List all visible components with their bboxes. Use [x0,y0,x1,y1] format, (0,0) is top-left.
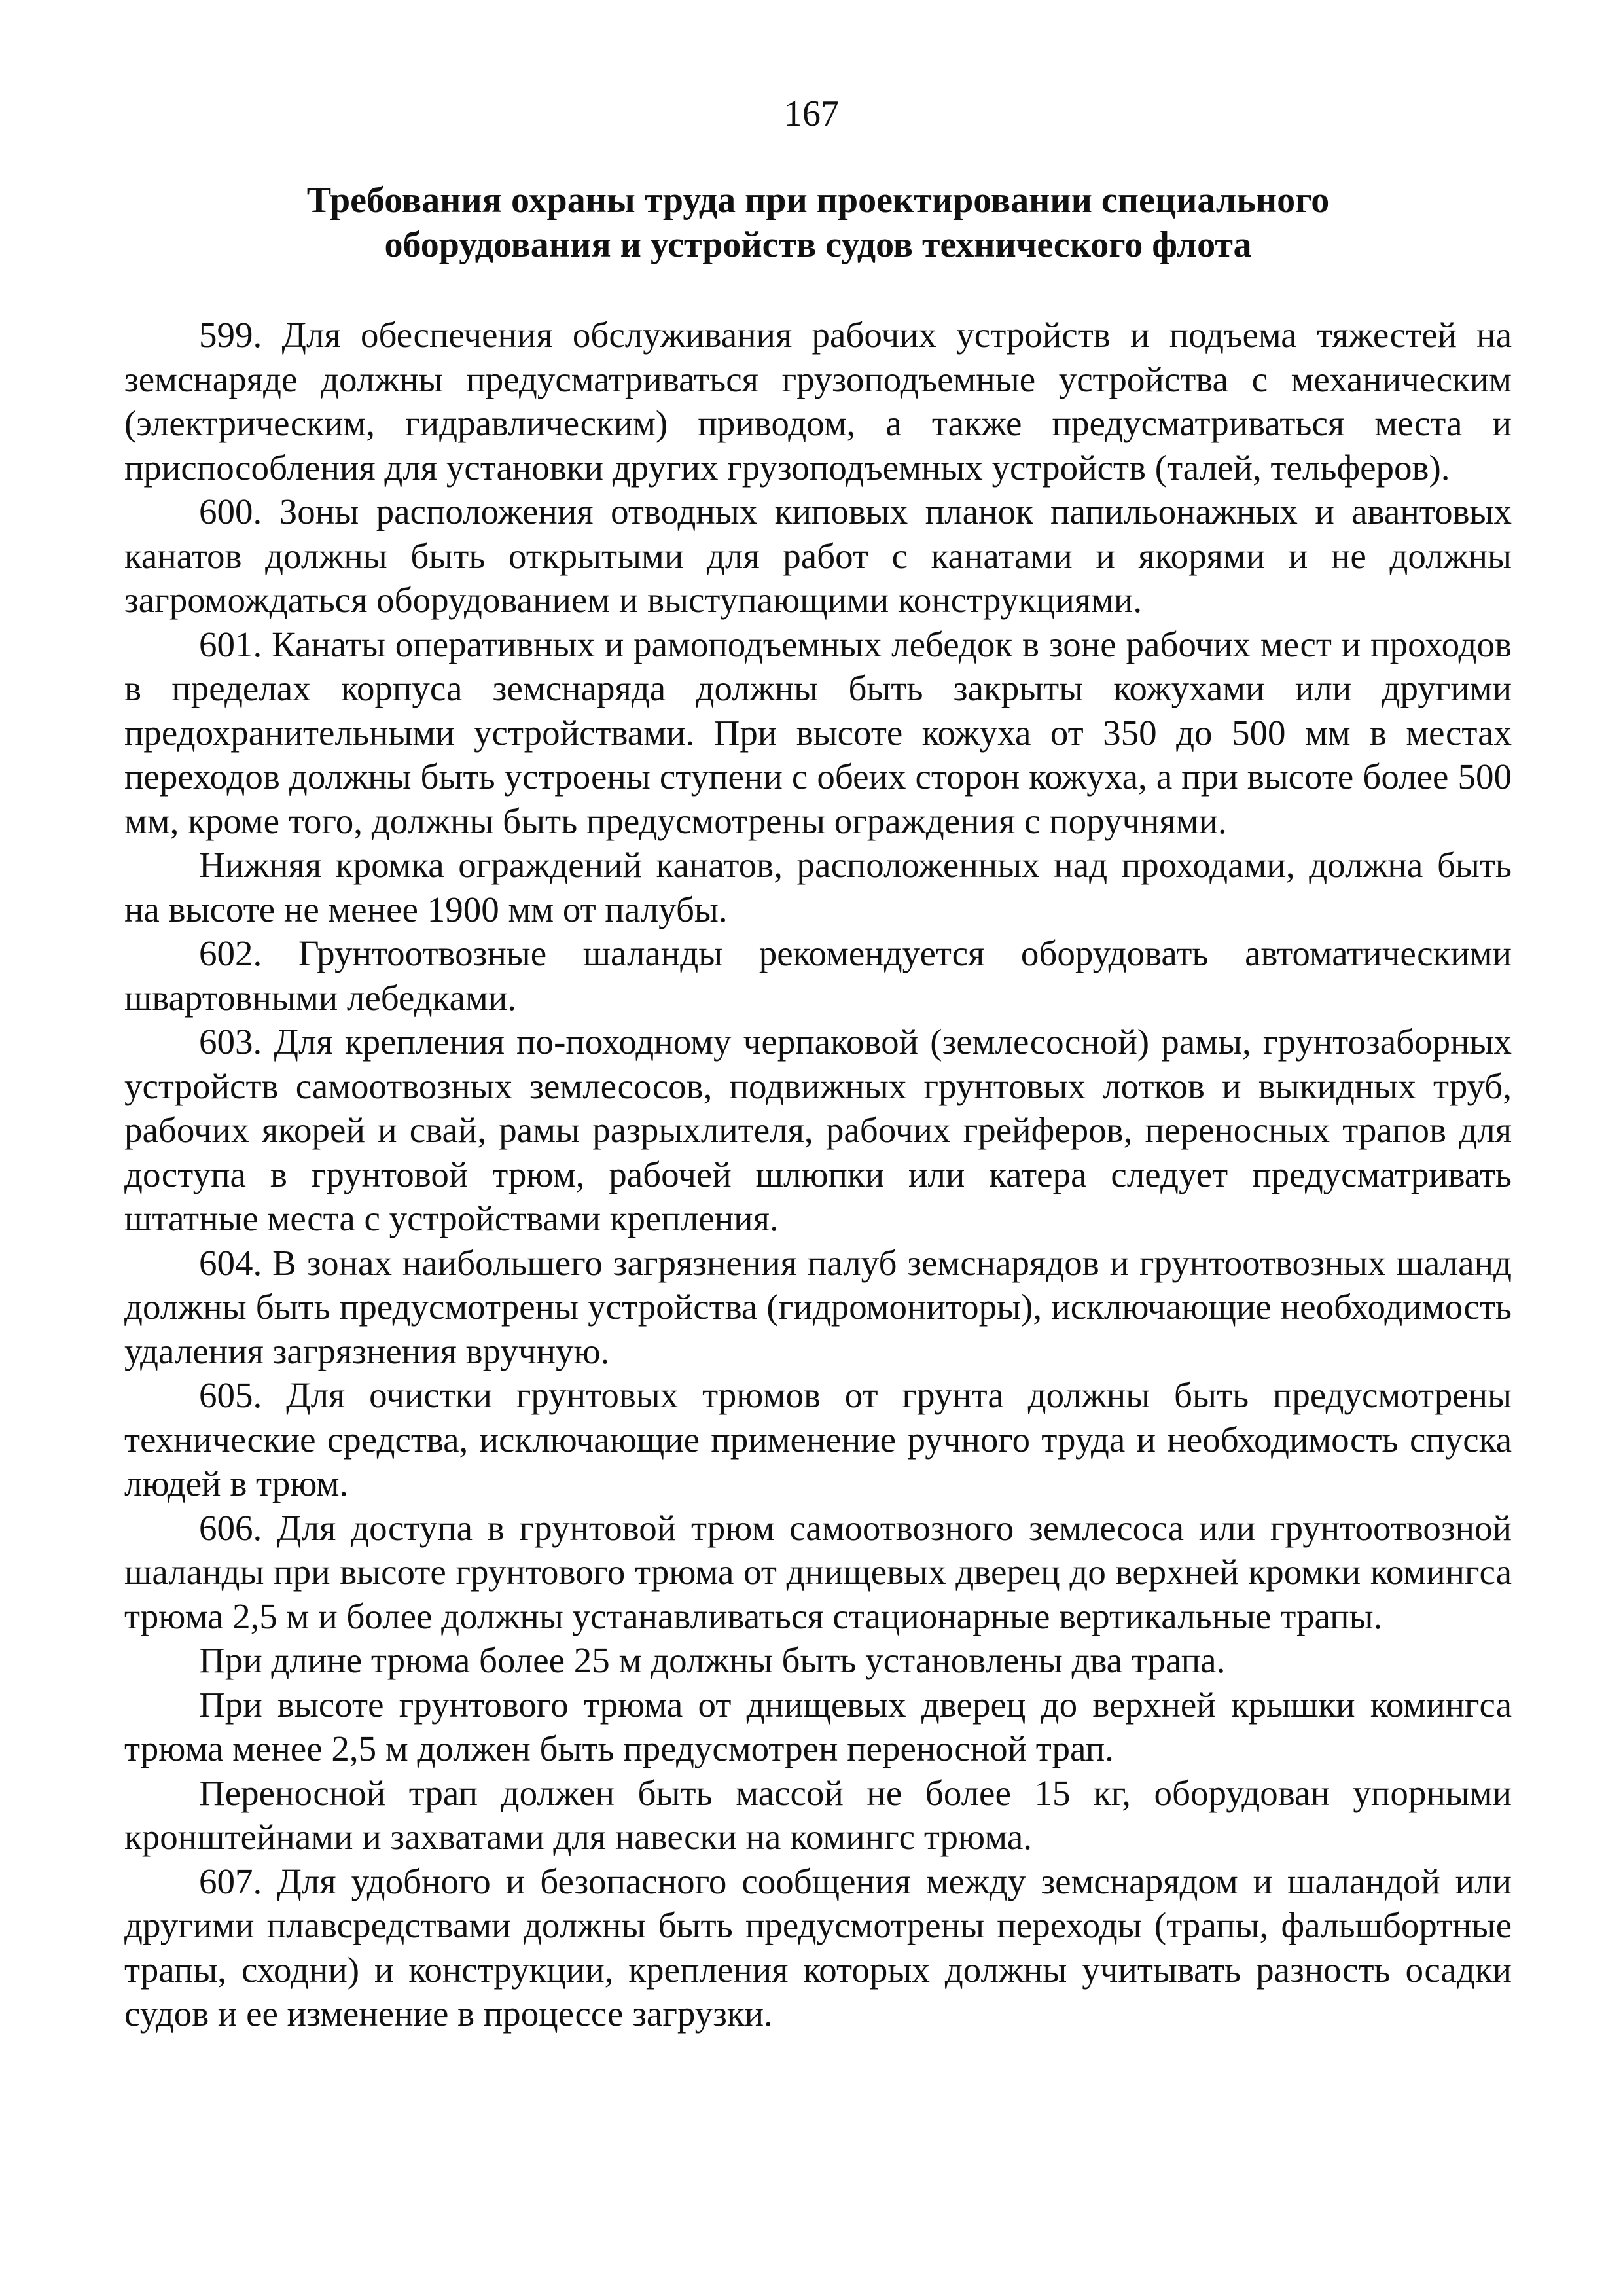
paragraph-606: 606. Для доступа в грунтовой трюм самоотвозного землесоса или грунтоотвозной шаланды при высоте грунтового трюма от днищевых дверец до верхней кромки комингса трюма 2,5 м и более должны устанавливаться стационарные вертикальные трапы. [124,1507,1512,1636]
paragraph-605: 605. Для очистки грунтовых трюмов от грунта должны быть предусмотрены технические средства, исключающие применение ручного труда и необходимость спуска людей в трюм. [124,1375,1512,1503]
paragraph-601: 601. Канаты оперативных и рамоподъемных лебедок в зоне рабочих мест и проходов в пределах корпуса земснаряда должны быть закрыты кожухами или другими предохранительными устройствами. При высоте кожуха от 350 до 500 мм в местах переходов должны быть устроены ступени с обеих сторон кожуха, а при высоте более 500 мм, кроме того, должны быть предусмотрены ограждения с поручнями. [124,624,1512,841]
paragraph-599: 599. Для обеспечения обслуживания рабочих устройств и подъема тяжестей на земснаряде должны предусматриваться грузоподъемные устройства с механическим (электрическим, гидравлическим) приводом, а также предусматриваться места и приспособления для установки других грузоподъемных устройств (талей, тельферов). [124,315,1512,488]
document-body [124,313,1512,2036]
section-title [124,178,1512,267]
paragraph-606-portable-ladder: При высоте грунтового трюма от днищевых дверец до верхней крышки комингса трюма менее 2,5 м должен быть предусмотрен переносной трап. [124,1684,1512,1768]
paragraph-601-continued: Нижняя кромка ограждений канатов, расположенных над проходами, должна быть на высоте не менее 1900 мм от палубы. [124,845,1512,929]
paragraph-602: 602. Грунтоотвозные шаланды рекомендуется оборудовать автоматическими швартовными лебедками. [124,933,1512,1018]
section-title-line-1: Требования охраны труда при проектировании специального [306,180,1330,221]
paragraph-606-ladder-mass: Переносной трап должен быть массой не более 15 кг, оборудован упорными кронштейнами и захватами для навески на комингс трюма. [124,1772,1512,1857]
page-number: 167 [784,94,839,134]
paragraph-604: 604. В зонах наибольшего загрязнения палуб земснарядов и грунтоотвозных шаланд должны быть предусмотрены устройства (гидромониторы), исключающие необходимость удаления загрязнения вручную. [124,1242,1512,1371]
section-title-line-2: оборудования и устройств судов технического флота [384,224,1252,265]
paragraph-606-ladders-count: При длине трюма более 25 м должны быть установлены два трапа. [199,1640,1226,1680]
paragraph-603: 603. Для крепления по-походному черпаковой (землесосной) рамы, грунтозаборных устройств самоотвозных землесосов, подвижных грунтовых лотков и выкидных труб, рабочих якорей и свай, рамы разрыхлителя, рабочих грейферов, переносных трапов для доступа в грунтовой трюм, рабочей шлюпки или катера следует предусматривать штатные места с устройствами крепления. [124,1022,1512,1238]
paragraph-600: 600. Зоны расположения отводных киповых планок папильонажных и авантовых канатов должны быть открытыми для работ с канатами и якорями и не должны загромождаться оборудованием и выступающими конструкциями. [124,492,1512,620]
paragraph-607: 607. Для удобного и безопасного сообщения между земснарядом и шаландой или другими плавсредствами должны быть предусмотрены переходы (трапы, фальшбортные трапы, сходни) и конструкции, крепления которых должны учитывать разность осадки судов и ее изменение в процессе загрузки. [124,1861,1512,2034]
